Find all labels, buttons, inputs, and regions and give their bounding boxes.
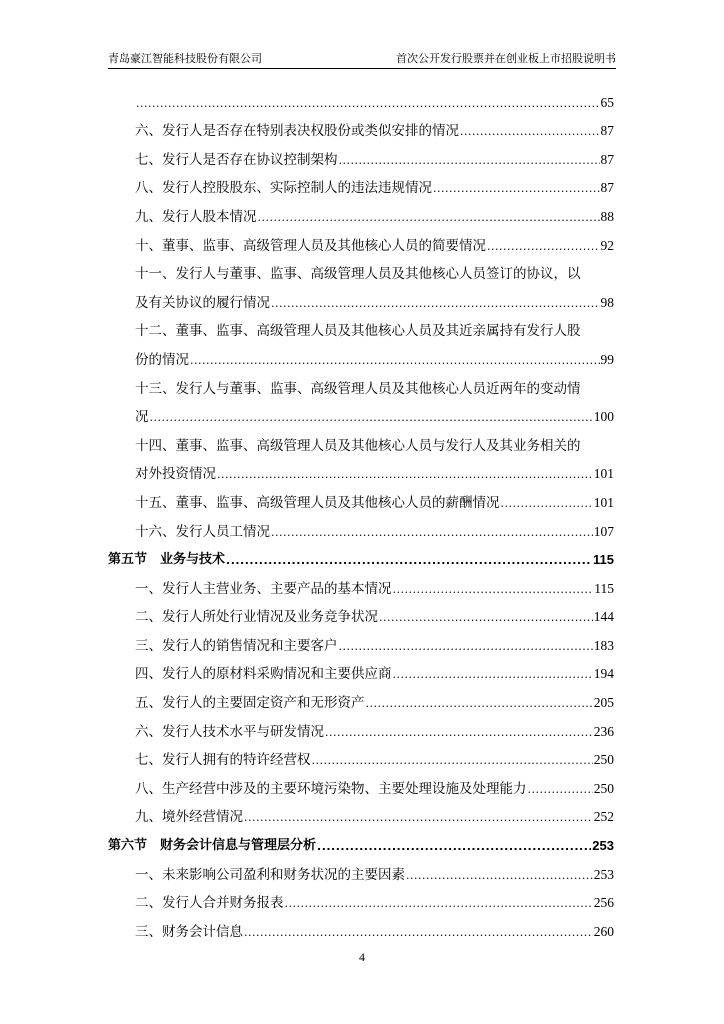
toc-entry-page: 194: [593, 666, 614, 682]
toc-entry-title: 七、发行人是否存在协议控制架构: [135, 151, 338, 168]
toc-entry[interactable]: [108, 656, 614, 685]
toc-entry[interactable]: [108, 313, 614, 342]
toc-dot-leader: [339, 638, 593, 656]
toc-entry[interactable]: [108, 227, 614, 256]
toc-entry-title: 七、发行人拥有的特许经营权: [135, 752, 311, 769]
table-of-contents: [108, 84, 614, 942]
toc-entry-title: 十、董事、监事、高级管理人员及其他核心人员的简要情况: [135, 237, 486, 254]
toc-entry-page: 236: [593, 723, 614, 739]
toc-dot-leader: [258, 209, 600, 227]
toc-entry-title: 十一、发行人与董事、监事、高级管理人员及其他核心人员签订的协议，以: [135, 266, 581, 283]
toc-entry-page: 107: [593, 523, 614, 539]
toc-entry[interactable]: [108, 256, 614, 285]
toc-dot-leader: [150, 409, 593, 427]
toc-entry-title: 一、未来影响公司盈利和财务状况的主要因素: [135, 866, 405, 883]
toc-entry[interactable]: [108, 484, 614, 513]
toc-dot-leader: [226, 552, 592, 570]
toc-dot-leader: [487, 238, 600, 256]
page-header: [108, 52, 616, 69]
toc-section-entry[interactable]: [108, 827, 614, 856]
toc-entry-page: 87: [600, 151, 614, 167]
toc-entry-page: 88: [600, 208, 614, 224]
toc-dot-leader: [317, 838, 591, 856]
toc-dot-leader: [339, 152, 600, 170]
toc-dot-leader: [271, 524, 593, 542]
toc-entry-title: 二、发行人所处行业情况及业务竞争状况: [135, 609, 378, 626]
toc-entry[interactable]: [108, 713, 614, 742]
toc-entry-page: 253: [593, 866, 614, 882]
toc-dot-leader: [285, 895, 593, 913]
toc-entry-page: 183: [593, 637, 614, 653]
toc-entry[interactable]: [108, 141, 614, 170]
header-company: 青岛豪江智能科技股份有限公司: [108, 52, 262, 65]
toc-entry[interactable]: [108, 570, 614, 599]
toc-entry-page: 144: [593, 609, 614, 625]
toc-entry-title: 九、发行人股本情况: [135, 208, 257, 225]
toc-entry-page: 252: [593, 809, 614, 825]
toc-dot-leader: [136, 95, 600, 113]
toc-entry-title: 三、发行人的销售情况和主要客户: [135, 637, 338, 654]
toc-dot-leader: [393, 666, 593, 684]
toc-entry[interactable]: [108, 456, 614, 485]
toc-entry-page: 101: [593, 466, 614, 482]
toc-entry[interactable]: [108, 284, 614, 313]
toc-entry[interactable]: [108, 113, 614, 142]
toc-entry-title: 二、发行人合并财务报表: [135, 895, 284, 912]
toc-entry[interactable]: [108, 913, 614, 942]
toc-entry[interactable]: [108, 770, 614, 799]
header-doc-title: 首次公开发行股票并在创业板上市招股说明书: [396, 52, 616, 65]
toc-entry[interactable]: [108, 856, 614, 885]
toc-dot-leader: [244, 924, 593, 942]
toc-entry-title: 及有关协议的履行情况: [135, 294, 270, 311]
toc-entry[interactable]: [108, 341, 614, 370]
toc-dot-leader: [406, 867, 593, 885]
toc-entry[interactable]: [108, 170, 614, 199]
toc-entry-title: 况: [135, 409, 149, 426]
toc-entry-title: 八、生产经营中涉及的主要环境污染物、主要处理设施及处理能力: [135, 780, 527, 797]
toc-section-entry[interactable]: [108, 542, 614, 571]
toc-entry-title: 十六、发行人员工情况: [135, 523, 270, 540]
toc-entry[interactable]: [108, 627, 614, 656]
toc-entry-page: 92: [600, 237, 614, 253]
toc-dot-leader: [325, 724, 593, 742]
toc-entry-page: 205: [593, 695, 614, 711]
toc-entry-page: 65: [600, 94, 614, 110]
toc-entry-title: 第六节 财务会计信息与管理层分析: [108, 838, 317, 854]
toc-dot-leader: [366, 695, 593, 713]
toc-entry[interactable]: [108, 513, 614, 542]
toc-entry-title: 五、发行人的主要固定资产和无形资产: [135, 695, 365, 712]
toc-entry[interactable]: [108, 684, 614, 713]
toc-entry-title: 四、发行人的原材料采购情况和主要供应商: [135, 666, 392, 683]
toc-dot-leader: [433, 180, 600, 198]
toc-entry-page: 115: [593, 552, 614, 568]
toc-dot-leader: [312, 752, 593, 770]
toc-entry-title: 十五、董事、监事、高级管理人员及其他核心人员的薪酬情况: [135, 494, 500, 511]
toc-entry-title: 十四、董事、监事、高级管理人员及其他核心人员与发行人及其业务相关的: [135, 437, 581, 454]
toc-dot-leader: [528, 781, 593, 799]
toc-dot-leader: [501, 495, 593, 513]
toc-entry-title: 六、发行人技术水平与研发情况: [135, 723, 324, 740]
toc-dot-leader: [271, 295, 600, 313]
toc-entry-page: 99: [600, 351, 614, 367]
toc-entry-title: 第五节 业务与技术: [108, 552, 226, 568]
toc-entry-page: 253: [592, 838, 614, 854]
toc-entry-page: 250: [593, 752, 614, 768]
toc-entry-title: 三、财务会计信息: [135, 923, 243, 940]
toc-dot-leader: [217, 466, 593, 484]
toc-entry[interactable]: [108, 742, 614, 771]
toc-entry[interactable]: [108, 599, 614, 628]
toc-entry[interactable]: [108, 370, 614, 399]
toc-entry[interactable]: [108, 84, 614, 113]
toc-entry-page: 260: [593, 923, 614, 939]
toc-entry[interactable]: [108, 399, 614, 428]
toc-entry-title: 份的情况: [135, 351, 189, 368]
toc-entry-page: 98: [600, 294, 614, 310]
toc-dot-leader: [393, 581, 594, 599]
toc-entry-title: 对外投资情况: [135, 466, 216, 483]
page-number: 4: [359, 950, 365, 964]
toc-entry-title: 十三、发行人与董事、监事、高级管理人员及其他核心人员近两年的变动情: [135, 380, 581, 397]
toc-entry-page: 115: [594, 580, 614, 596]
toc-entry-page: 250: [593, 780, 614, 796]
toc-entry-title: 六、发行人是否存在特别表决权股份或类似安排的情况: [135, 123, 459, 140]
toc-entry-page: 87: [600, 180, 614, 196]
toc-entry-title: 一、发行人主营业务、主要产品的基本情况: [135, 580, 392, 597]
toc-entry-title: 十二、董事、监事、高级管理人员及其他核心人员及其近亲属持有发行人股: [135, 323, 581, 340]
toc-entry-page: 100: [593, 409, 614, 425]
toc-dot-leader: [379, 609, 593, 627]
toc-entry-title: 八、发行人控股股东、实际控制人的违法违规情况: [135, 180, 432, 197]
toc-entry[interactable]: [108, 799, 614, 828]
toc-entry-page: 87: [600, 123, 614, 139]
toc-dot-leader: [190, 352, 600, 370]
toc-entry-title: 九、境外经营情况: [135, 809, 243, 826]
toc-entry[interactable]: [108, 427, 614, 456]
toc-entry-page: 256: [593, 895, 614, 911]
toc-entry[interactable]: [108, 885, 614, 914]
toc-entry-page: 101: [593, 494, 614, 510]
toc-entry[interactable]: [108, 198, 614, 227]
toc-dot-leader: [244, 809, 593, 827]
toc-dot-leader: [460, 123, 600, 141]
